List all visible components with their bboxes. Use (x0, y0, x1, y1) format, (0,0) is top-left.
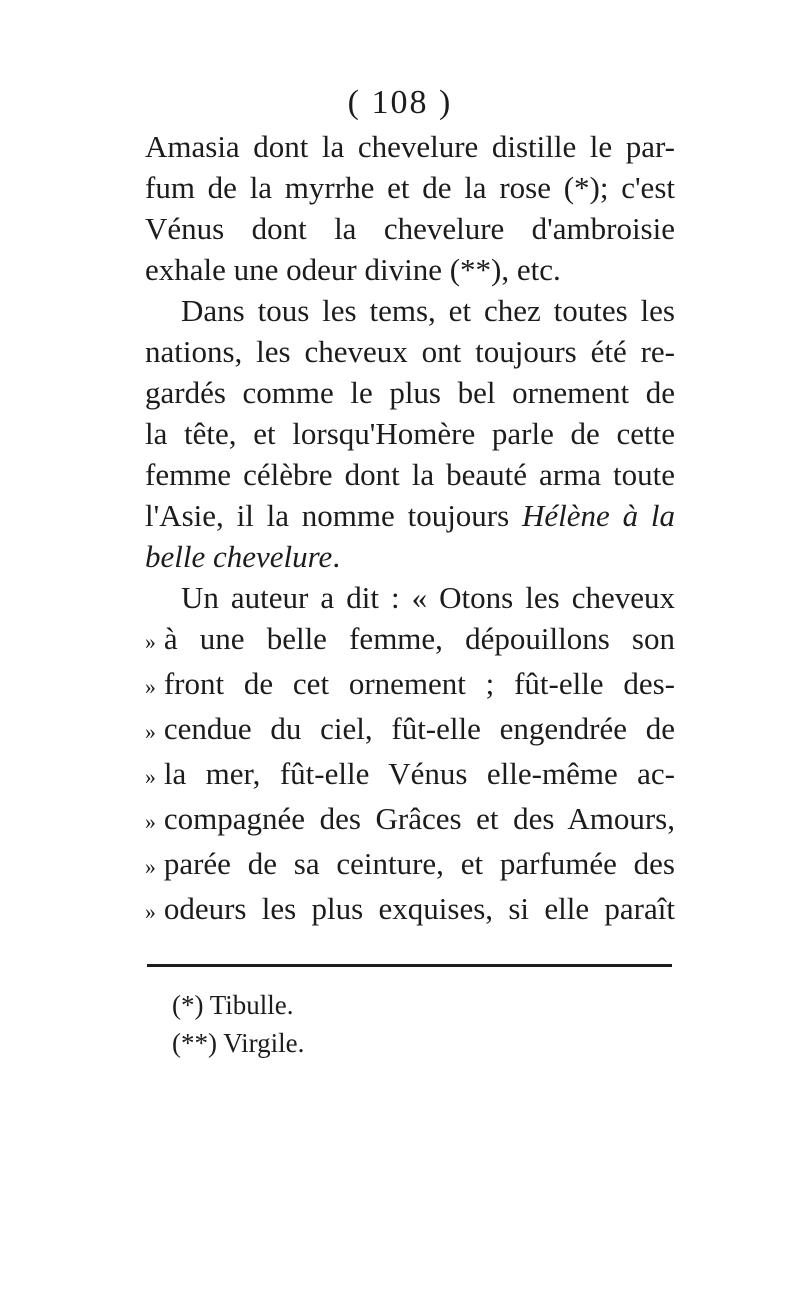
text-line: gardés comme le plus bel ornement de (145, 375, 675, 410)
text-line: femme célèbre dont la beauté arma toute (145, 457, 675, 492)
footnote: (**) Virgile. (172, 1028, 305, 1058)
body-text (145, 126, 675, 933)
text-fragment: . (332, 539, 341, 574)
italic-title: Hélène à la (522, 498, 676, 533)
text-line: exhale une odeur divine (**), etc. (145, 252, 561, 287)
quote-line: » la mer, fût-elle Vénus elle-même ac- (145, 753, 675, 798)
text-line (145, 495, 675, 536)
footnote: (*) Tibulle. (172, 990, 294, 1020)
text-line (145, 536, 675, 577)
italic-title: belle chevelure (145, 539, 333, 574)
quote-line: » cendue du ciel, fût-elle engendrée de (145, 708, 675, 753)
text-line: Un auteur a dit : « Otons les cheveux (181, 580, 675, 615)
quote-line: » compagnée des Grâces et des Amours, (145, 798, 675, 843)
text-line: Vénus dont la chevelure d'ambroisie (145, 211, 675, 246)
page-number: ( 108 ) (347, 84, 453, 121)
text-line: Dans tous les tems, et chez toutes les (181, 293, 675, 328)
text-line: Amasia dont la chevelure distille le par- (145, 129, 675, 164)
quote-line: » à une belle femme, dépouillons son (145, 618, 675, 663)
quote-line: » parée de sa ceinture, et parfumée des (145, 843, 675, 888)
quote-line: » odeurs les plus exquises, si elle paraît (145, 888, 675, 933)
footnotes (172, 986, 304, 1062)
text-line: la tête, et lorsqu'Homère parle de cette (145, 416, 675, 451)
text-fragment: l'Asie, il la nomme toujours (145, 498, 522, 533)
text-line: nations, les cheveux ont toujours été re- (145, 334, 675, 369)
quote-line: » front de cet ornement ; fût-elle des- (145, 663, 675, 708)
text-line: fum de la myrrhe et de la rose (*); c'est (145, 170, 675, 205)
footnote-divider (147, 964, 672, 967)
